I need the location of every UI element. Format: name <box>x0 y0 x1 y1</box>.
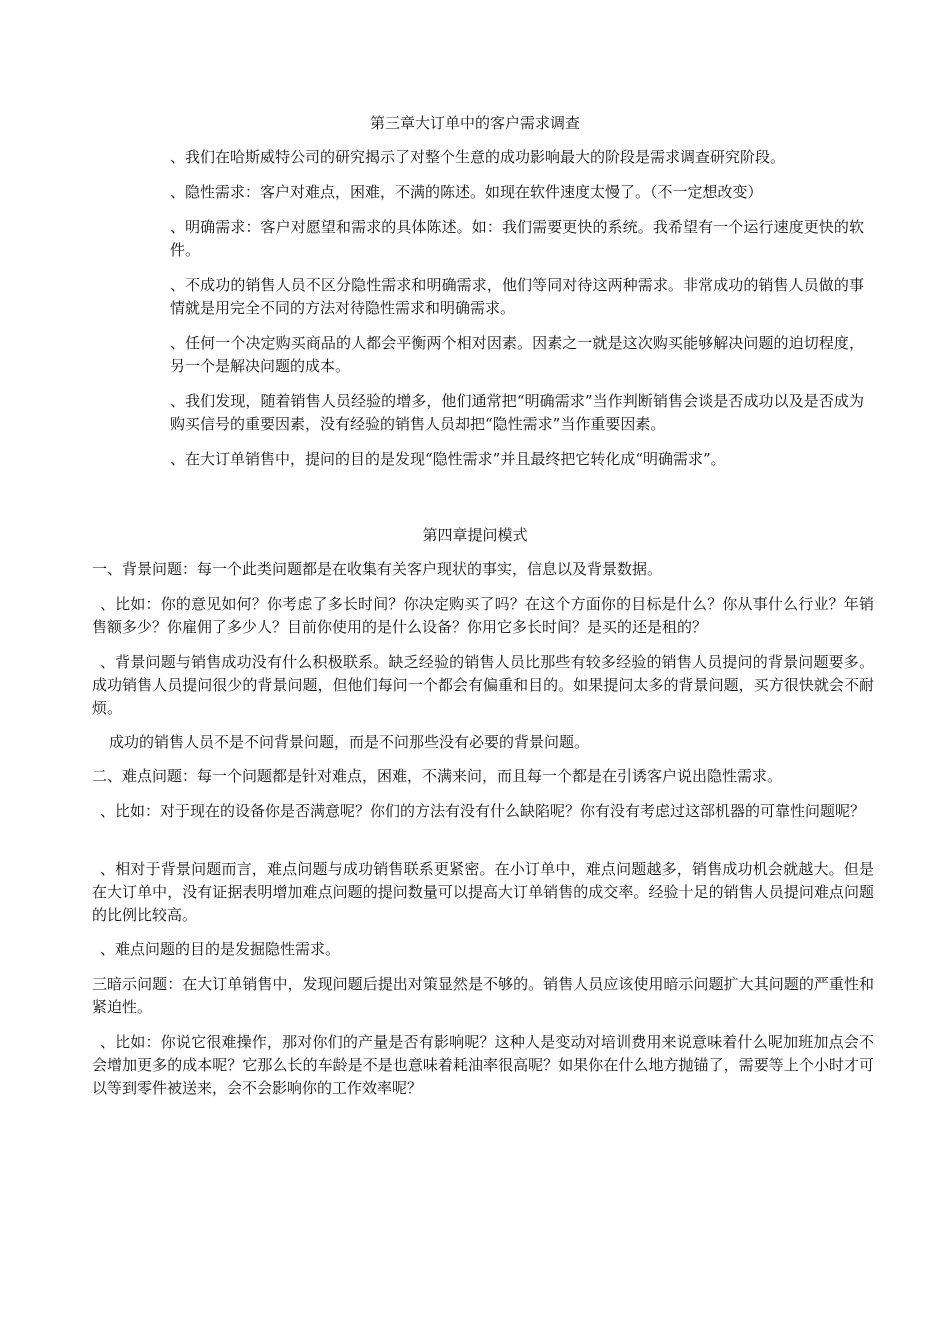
chapter4-paragraph-3: 、背景问题与销售成功没有什么积极联系。缺乏经验的销售人员比那些有较多经验的销售人员提问的背景问题要多。成功销售人员提问很少的背景问题，但他们每问一个都会有偏重和目的。如果提问太多的背景问题，买方很快就会不耐烦。 <box>92 653 874 717</box>
chapter4-paragraph-1: 一、背景问题：每一个此类问题都是在收集有关客户现状的事实，信息以及背景数据。 <box>92 560 663 578</box>
chapter4-paragraph-2: 、比如：你的意见如何？你考虑了多长时间？你决定购买了吗？在这个方面你的目标是什么？你从事什么行业？年销售额多少？你雇佣了多少人？目前你使用的是什么设备？你用它多长时间？是买的还是租的？ <box>92 595 874 636</box>
chapter3-paragraph-3: 、明确需求：客户对愿望和需求的具体陈述。如：我们需要更快的系统。我希望有一个运行速度更快的软件。 <box>170 218 864 259</box>
chapter3-paragraph-2: 、隐性需求：客户对难点，困难，不满的陈述。如现在软件速度太慢了。（不一定想改变） <box>170 183 763 201</box>
chapter4-paragraph-7: 、相对于背景问题而言，难点问题与成功销售联系更紧密。在小订单中，难点问题越多，销售成功机会就越大。但是在大订单中，没有证据表明增加难点问题的提问数量可以提高大订单销售的成交率。经验十足的销售人员提问难点问题的比例比较高。 <box>92 860 874 924</box>
chapter4-paragraph-6: 、比如：对于现在的设备你是否满意呢？你们的方法有没有什么缺陷呢？你有没有考虑过这部机器的可靠性问题呢？ <box>100 802 866 820</box>
chapter4-paragraph-4: 成功的销售人员不是不问背景问题，而是不问那些没有必要的背景问题。 <box>109 733 590 751</box>
chapter3-paragraph-7: 、在大订单销售中，提问的目的是发现“隐性需求”并且最终把它转化成“明确需求”。 <box>170 450 726 468</box>
chapter3-paragraph-4: 、不成功的销售人员不区分隐性需求和明确需求，他们等同对待这两种需求。非常成功的销售人员做的事情就是用完全不同的方法对待隐性需求和明确需求。 <box>170 276 864 317</box>
chapter4-paragraph-9: 三暗示问题：在大订单销售中，发现问题后提出对策显然是不够的。销售人员应该使用暗示问题扩大其问题的严重性和紧迫性。 <box>92 975 874 1016</box>
chapter4-paragraph-5: 二、难点问题：每一个问题都是针对难点，困难，不满来问，而且每一个都是在引诱客户说出隐性需求。 <box>92 767 783 785</box>
chapter3-title: 第三章大订单中的客户需求调查 <box>369 114 580 132</box>
chapter3-paragraph-1: 、我们在哈斯威特公司的研究揭示了对整个生意的成功影响最大的阶段是需求调查研究阶段。 <box>170 148 786 166</box>
chapter4-paragraph-8: 、难点问题的目的是发掘隐性需求。 <box>100 940 341 958</box>
chapter3-paragraph-6: 、我们发现，随着销售人员经验的增多，他们通常把“明确需求”当作判断销售会谈是否成功以及是否成为购买信号的重要因素，没有经验的销售人员却把“隐性需求”当作重要因素。 <box>170 392 864 433</box>
chapter4-paragraph-10: 、比如：你说它很难操作，那对你们的产量是否有影响呢？这种人是变动对培训费用来说意味着什么呢加班加点会不会增加更多的成本呢？它那么长的车龄是不是也意味着耗油率很高呢？如果你在什么地方抛锚了，需要等上个小时才可以等到零件被送来，会不会影响你的工作效率呢？ <box>92 1033 874 1097</box>
chapter3-paragraph-5: 、任何一个决定购买商品的人都会平衡两个相对因素。因素之一就是这次购买能够解决问题的迫切程度，另一个是解决问题的成本。 <box>170 334 864 375</box>
chapter4-title: 第四章提问模式 <box>422 526 528 544</box>
